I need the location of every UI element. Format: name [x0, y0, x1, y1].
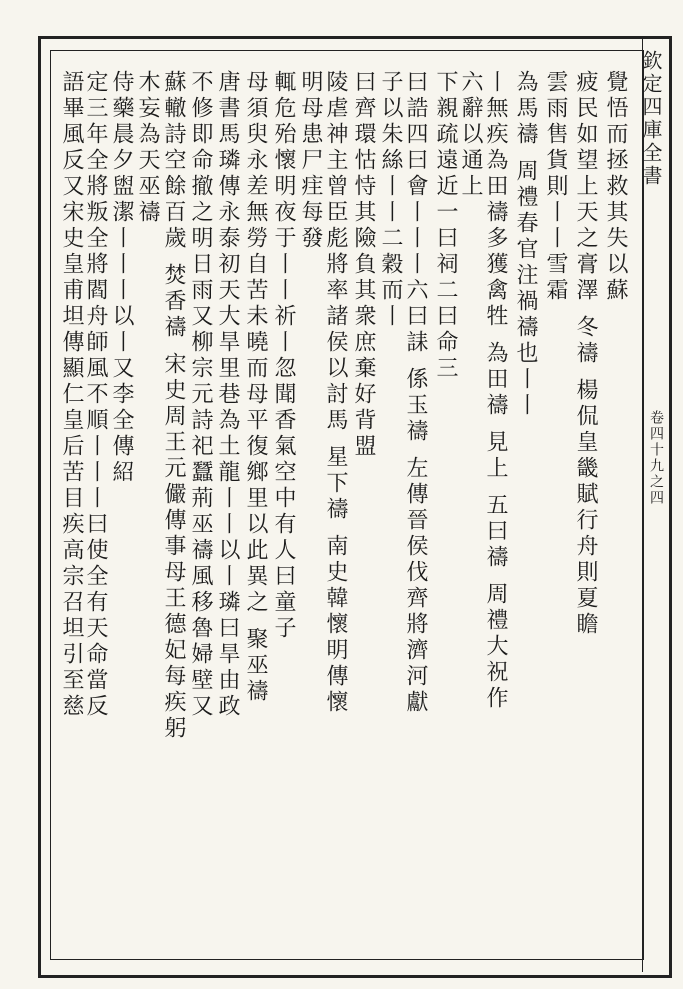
text-column-4: 為馬禱 周禮春官注禍禱也丨丨: [513, 70, 538, 419]
text-column-18: 木妄為天巫禱: [135, 70, 160, 226]
text-column-2: 疲民如望上天之膏澤 冬禱 楊侃皇畿賦行舟則夏瞻: [573, 70, 598, 638]
text-column-10: 曰齊環怙恃其險負其衆庶棄好背盟: [351, 70, 376, 460]
text-column-20: 定三年全將叛全將閻舟師風不順丨丨丨曰使全有天命當反: [83, 70, 108, 720]
text-column-5: 丨無疾為田禱多獲禽牲 為田禱 見上 五曰禱 周禮大祝作: [483, 70, 508, 712]
text-column-9: 子以朱絲丨丨二穀而丨: [378, 70, 403, 330]
text-column-14: 母須臾永差無勞自苦未曉而母平復鄉里以此異之 聚巫禱: [243, 70, 268, 705]
text-column-12: 明母患尸疰每發: [298, 70, 323, 252]
book-title: 欽定四庫全書: [639, 50, 663, 188]
text-column-1: 覺悟而拯救其失以蘇: [603, 70, 628, 304]
text-column-7: 下親疏遠近一曰祠二曰命三: [433, 70, 458, 382]
volume-label: 卷四十九之四: [648, 410, 664, 506]
text-column-17: 蘇轍詩空餘百歲 焚香禱 宋史周王元儼傳事母王德妃每疾躬: [161, 70, 186, 742]
text-column-11: 陵虐神主曾臣彪將率諸侯以討馬 星下禱 南史韓懷明傳懷: [323, 70, 348, 716]
text-column-16: 不修即命撤之明日雨又柳宗元詩祀蠶荊巫禱風移魯婦壁又: [188, 70, 213, 720]
text-column-21: 語畢風反又宋史皇甫坦傳顯仁皇后苦目疾高宗召坦引至慈: [59, 70, 84, 720]
text-column-19: 侍藥晨夕盥潔丨丨丨以丨又李全傳紹: [109, 70, 134, 486]
text-column-13: 輒危殆懷明夜于丨丨祈丨忽聞香氣空中有人曰童子: [271, 70, 296, 642]
text-column-6: 六辭以通上: [458, 70, 483, 200]
text-column-15: 唐書馬璘傳永泰初天大旱里巷為土龍丨丨以丨璘曰旱由政: [215, 70, 240, 720]
text-column-8: 曰誥四曰會丨丨丨六曰誄 係玉禱 左傳晉侯伐齊將濟河獻: [403, 70, 428, 716]
text-column-3: 雲雨售貨則丨丨雪霜: [543, 70, 568, 304]
